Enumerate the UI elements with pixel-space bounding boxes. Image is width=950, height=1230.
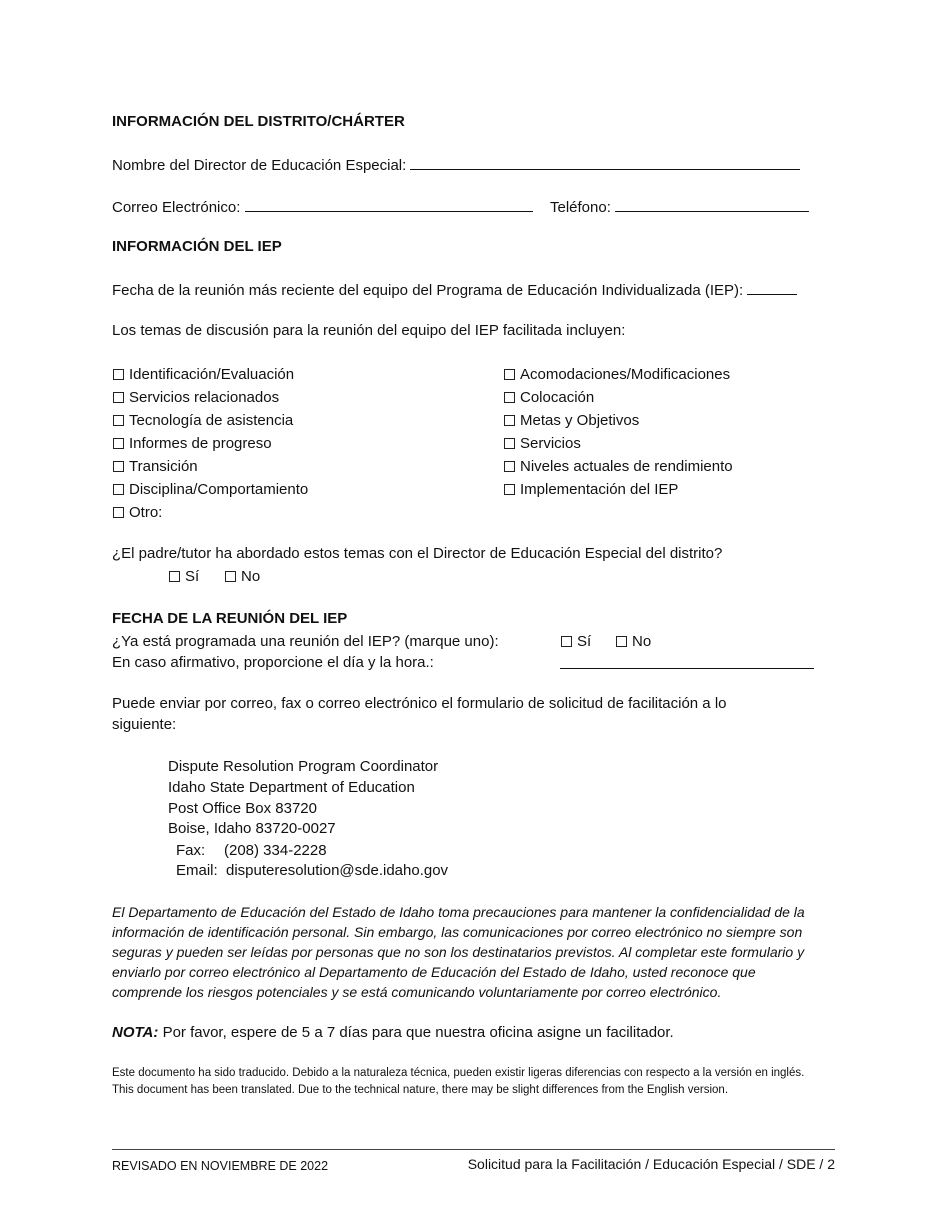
topic-servicios-relacionados[interactable]: Servicios relacionados (113, 389, 279, 407)
checkbox-icon[interactable] (113, 369, 124, 380)
email-input[interactable] (245, 197, 533, 212)
translation-note-spanish: Este documento ha sido traducido. Debido a la naturaleza técnica, pueden existir ligeras diferencias con respecto a la versión en inglés. (112, 1067, 805, 1079)
meeting-heading: FECHA DE LA REUNIÓN DEL IEP (112, 610, 348, 627)
translation-note-english: This document has been translated. Due to the technical nature, there may be slight differences from the English version. (112, 1084, 729, 1096)
topic-identificacion[interactable]: Identificación/Evaluación (113, 366, 294, 384)
privacy-line-5: comprende los riesgos potenciales y se está comunicando voluntariamente por correo electrónico. (112, 984, 722, 1000)
topics-intro: Los temas de discusión para la reunión del equipo del IEP facilitada incluyen: (112, 322, 626, 339)
address-line-3: Post Office Box 83720 (168, 800, 317, 817)
checkbox-icon[interactable] (113, 461, 124, 472)
scheduled-question: ¿Ya está programada una reunión del IEP? (marque uno): (112, 633, 499, 650)
phone-field-row (550, 197, 809, 217)
footer-divider (112, 1149, 835, 1150)
footer-title: Solicitud para la Facilitación / Educación Especial / SDE / 2 (467, 1156, 835, 1172)
checkbox-icon[interactable] (113, 392, 124, 403)
checkbox-icon[interactable] (504, 415, 515, 426)
submit-intro-line2: siguiente: (112, 716, 177, 733)
contact-email-label: Email: (176, 862, 218, 879)
fax-label: Fax: (176, 842, 206, 859)
topic-implementacion[interactable]: Implementación del IEP (504, 481, 678, 499)
checkbox-icon[interactable] (561, 636, 572, 647)
district-heading: INFORMACIÓN DEL DISTRITO/CHÁRTER (112, 113, 405, 130)
contact-email-link[interactable]: disputeresolution@sde.idaho.gov (226, 862, 449, 879)
meeting-date-label: Fecha de la reunión más reciente del equipo del Programa de Educación Individualizada (IEP): (112, 282, 744, 299)
phone-input[interactable] (615, 197, 809, 212)
privacy-line-4: enviarlo por correo electrónico al Departamento de Educación del Estado de Idaho, usted reconoce que (112, 964, 756, 980)
if-yes-label: En caso afirmativo, proporcione el día y la hora.: (112, 654, 434, 671)
note-label: NOTA: (112, 1024, 159, 1041)
checkbox-icon[interactable] (225, 571, 236, 582)
checkbox-icon[interactable] (169, 571, 180, 582)
address-line-1: Dispute Resolution Program Coordinator (168, 758, 439, 775)
parent-question: ¿El padre/tutor ha abordado estos temas con el Director de Educación Especial del distrito? (112, 545, 723, 562)
topic-colocacion[interactable]: Colocación (504, 389, 594, 407)
parent-no-option[interactable]: No (225, 568, 260, 586)
scheduled-no-option[interactable]: No (616, 633, 651, 651)
email-field-row (112, 197, 533, 217)
fax-value: (208) 334-2228 (224, 842, 327, 859)
privacy-line-2: información de identificación personal. Sin embargo, las comunicaciones por correo electrónico no siempre son (112, 924, 803, 940)
footer-revised: REVISADO EN NOVIEMBRE DE 2022 (112, 1159, 329, 1173)
privacy-line-3: seguras y pueden ser leídas por personas que no son los destinatarios previstos. Al completar este formulario y (112, 944, 805, 960)
submit-intro-line1: Puede enviar por correo, fax o correo electrónico el formulario de solicitud de facilitación a lo (112, 695, 727, 712)
checkbox-icon[interactable] (504, 369, 515, 380)
checkbox-icon[interactable] (113, 507, 124, 518)
director-label: Nombre del Director de Educación Especial: (112, 157, 407, 174)
checkbox-icon[interactable] (504, 392, 515, 403)
topic-metas[interactable]: Metas y Objetivos (504, 412, 639, 430)
topic-tecnologia[interactable]: Tecnología de asistencia (113, 412, 293, 430)
topic-transicion[interactable]: Transición (113, 458, 198, 476)
checkbox-icon[interactable] (113, 415, 124, 426)
topic-niveles[interactable]: Niveles actuales de rendimiento (504, 458, 733, 476)
meeting-date-row (112, 280, 797, 300)
note-text: Por favor, espere de 5 a 7 días para que nuestra oficina asigne un facilitador. (162, 1024, 674, 1041)
iep-heading: INFORMACIÓN DEL IEP (112, 238, 282, 255)
meeting-datetime-input[interactable] (560, 654, 814, 669)
email-label: Correo Electrónico: (112, 199, 241, 216)
topic-acomodaciones[interactable]: Acomodaciones/Modificaciones (504, 366, 730, 384)
checkbox-icon[interactable] (504, 461, 515, 472)
parent-yes-option[interactable]: Sí (169, 568, 199, 586)
director-input[interactable] (410, 155, 800, 170)
checkbox-icon[interactable] (504, 438, 515, 449)
checkbox-icon[interactable] (113, 438, 124, 449)
checkbox-icon[interactable] (504, 484, 515, 495)
address-line-4: Boise, Idaho 83720-0027 (168, 820, 336, 837)
note (112, 1024, 674, 1042)
topic-servicios[interactable]: Servicios (504, 435, 581, 453)
scheduled-yes-option[interactable]: Sí (561, 633, 591, 651)
checkbox-icon[interactable] (113, 484, 124, 495)
director-field-row (112, 155, 800, 175)
privacy-line-1: El Departamento de Educación del Estado de Idaho toma precauciones para mantener la confidencialidad de la (112, 904, 805, 920)
checkbox-icon[interactable] (616, 636, 627, 647)
meeting-date-input[interactable] (747, 280, 797, 295)
topic-informes[interactable]: Informes de progreso (113, 435, 272, 453)
topic-disciplina[interactable]: Disciplina/Comportamiento (113, 481, 308, 499)
topic-otro[interactable]: Otro: (113, 504, 162, 522)
address-line-2: Idaho State Department of Education (168, 779, 415, 796)
phone-label: Teléfono: (550, 199, 611, 216)
